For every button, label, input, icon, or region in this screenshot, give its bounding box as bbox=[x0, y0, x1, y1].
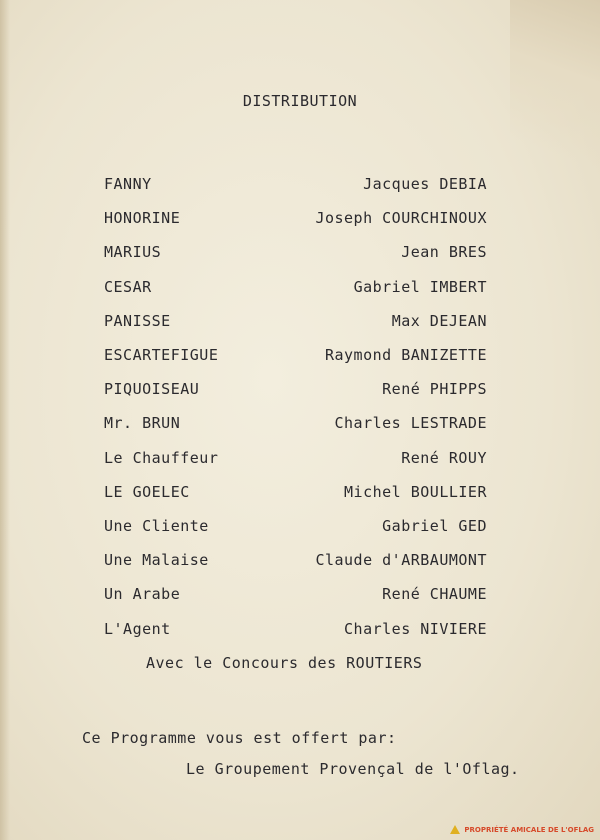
cast-actor: Michel BOULLIER bbox=[344, 483, 487, 501]
cast-actor: Joseph COURCHINOUX bbox=[315, 209, 487, 227]
cast-role: CESAR bbox=[104, 278, 152, 296]
cast-role: Mr. BRUN bbox=[104, 414, 181, 432]
cast-role: PIQUOISEAU bbox=[104, 380, 200, 398]
cast-actor: Max DEJEAN bbox=[391, 312, 487, 330]
cast-role: FANNY bbox=[104, 175, 152, 193]
paper-edge bbox=[0, 0, 10, 840]
cast-actor: Claude d'ARBAUMONT bbox=[315, 551, 487, 569]
cast-role: Le Chauffeur bbox=[104, 449, 219, 467]
cast-role: Une Malaise bbox=[104, 551, 209, 569]
cast-actor: Raymond BANIZETTE bbox=[324, 346, 487, 364]
warning-icon bbox=[450, 825, 460, 834]
cast-actor: Charles LESTRADE bbox=[334, 414, 487, 432]
concours-line: Avec le Concours des ROUTIERS bbox=[146, 654, 423, 672]
cast-role: L'Agent bbox=[104, 620, 171, 638]
cast-actor: Gabriel IMBERT bbox=[353, 278, 487, 296]
cast-role: Un Arabe bbox=[104, 585, 181, 603]
cast-role: Une Cliente bbox=[104, 517, 209, 535]
cast-actor: Gabriel GED bbox=[382, 517, 487, 535]
torn-corner bbox=[510, 0, 600, 180]
cast-actor: René ROUY bbox=[401, 449, 487, 467]
cast-role: MARIUS bbox=[104, 243, 162, 261]
watermark bbox=[450, 825, 594, 834]
cast-actor: Jean BRES bbox=[401, 243, 487, 261]
offer-line-1: Ce Programme vous est offert par: bbox=[82, 729, 397, 747]
cast-actor: René CHAUME bbox=[382, 585, 487, 603]
watermark-text: PROPRIÉTÉ AMICALE DE L'OFLAG bbox=[464, 825, 594, 834]
cast-role: LE GOELEC bbox=[104, 483, 190, 501]
offer-line-2: Le Groupement Provençal de l'Oflag. bbox=[186, 760, 520, 778]
page-title: DISTRIBUTION bbox=[242, 92, 358, 110]
cast-actor: Jacques DEBIA bbox=[363, 175, 487, 193]
cast-role: PANISSE bbox=[104, 312, 171, 330]
cast-role: HONORINE bbox=[104, 209, 181, 227]
cast-role: ESCARTEFIGUE bbox=[104, 346, 219, 364]
cast-actor: Charles NIVIERE bbox=[344, 620, 487, 638]
cast-actor: René PHIPPS bbox=[382, 380, 487, 398]
